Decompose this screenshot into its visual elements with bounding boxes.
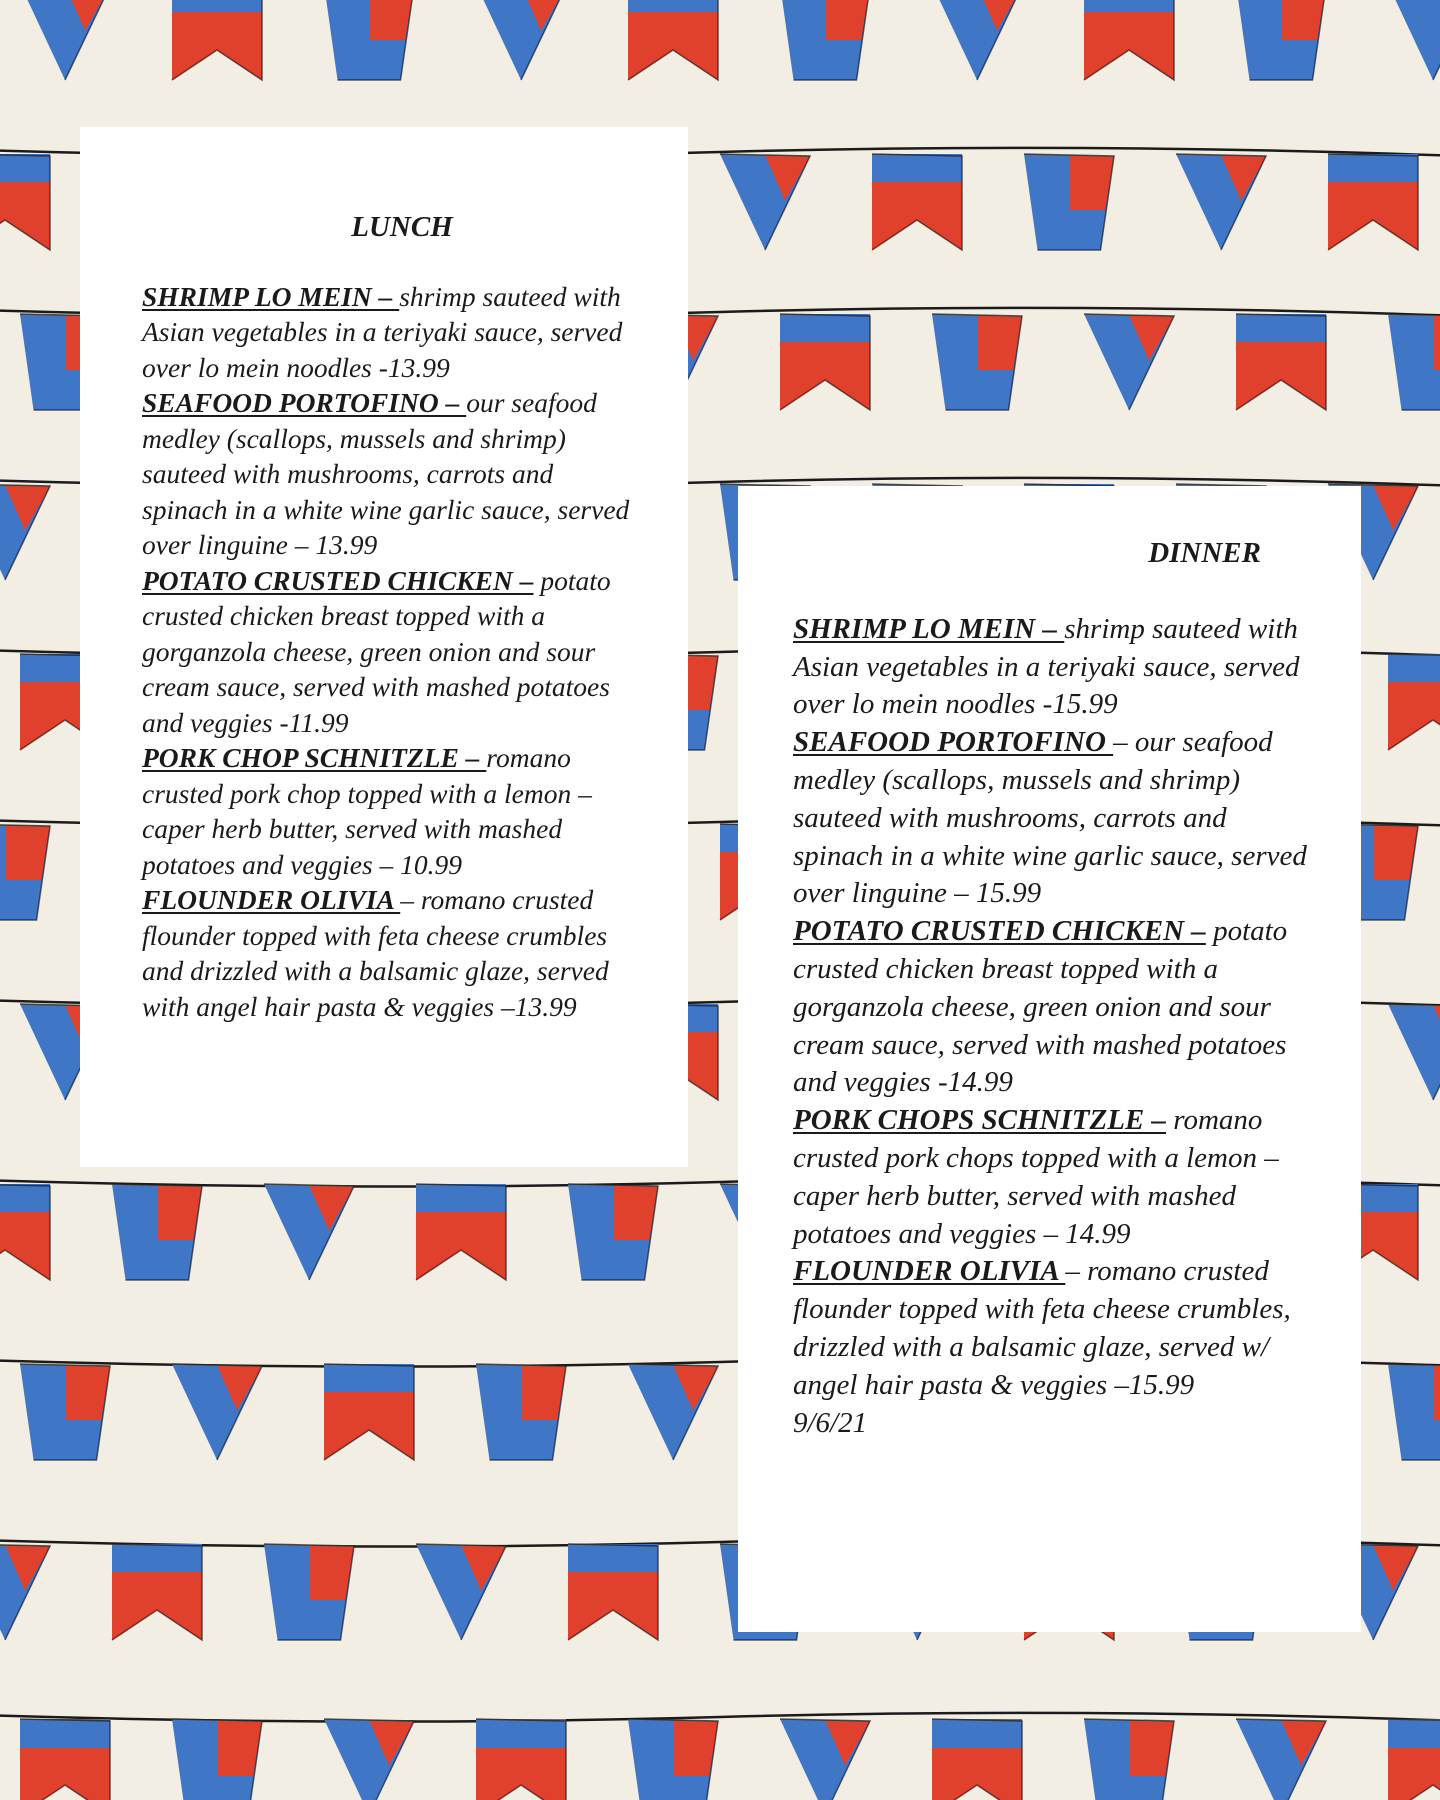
lunch-menu-card [80,127,688,1167]
bunting-flag [872,154,962,250]
lunch-item-name: SEAFOOD PORTOFINO – [142,387,467,419]
bunting-flag [1388,314,1440,410]
bunting-flag [1236,1719,1326,1800]
lunch-heading: LUNCH [351,211,453,243]
bunting-flag [1236,314,1326,410]
dinner-item [793,1102,1321,1253]
lunch-item [142,882,638,1024]
bunting-flag [0,1544,50,1640]
dinner-menu-card [738,486,1361,1632]
lunch-item-description: our seafood medley (scallops, mussels and shrimp) sauteed with mushrooms, carrots and spinach in a white wine garlic sauce, served over linguine – 13.99 [142,387,630,561]
bunting-flag [628,1719,718,1800]
bunting-flag [264,1184,354,1280]
bunting-flag [628,1364,718,1460]
lunch-item-description: romano crusted pork chop topped with a lemon – caper herb butter, served with mashed potatoes and veggies – 10.99 [142,742,592,880]
bunting-flag [0,484,50,580]
bunting-flag [112,1544,202,1640]
dinner-item-description: romano crusted pork chops topped with a lemon – caper herb butter, served with mashed potatoes and veggies – 14.99 [793,1104,1279,1250]
lunch-item [142,385,638,563]
lunch-item-description: shrimp sauteed with Asian vegetables in a teriyaki sauce, served over lo mein noodles -13.99 [142,280,623,383]
bunting-flag [0,1184,50,1280]
bunting-flag [780,0,870,80]
dinner-item-description: – romano crusted flounder topped with feta cheese crumbles, drizzled with a balsamic glaze, served w/ angel hair pasta & veggies –15.99 [793,1255,1291,1401]
bunting-flag [324,1364,414,1460]
lunch-item-name: FLOUNDER OLIVIA [142,884,401,916]
bunting-flag [476,1364,566,1460]
lunch-item [142,279,638,386]
dinner-item-name: FLOUNDER OLIVIA [793,1255,1066,1288]
bunting-flag [172,0,262,80]
dinner-item-name: PORK CHOPS SCHNITZLE – [793,1104,1167,1137]
bunting-flag [628,0,718,80]
bunting-flag [1176,154,1266,250]
bunting-flag [172,1719,262,1800]
bunting-flag [264,1544,354,1640]
bunting-flag [932,314,1022,410]
dinner-item-description: potato crusted chicken breast topped with a gorganzola cheese, green onion and sour cream sauce, served with mashed potatoes and veggies -14.99 [793,915,1288,1099]
lunch-item-description: – romano crusted flounder topped with feta cheese crumbles and drizzled with a balsamic glaze, served with angel hair pasta & veggies –13.99 [142,884,609,1022]
dinner-item-name: SEAFOOD PORTOFINO [793,726,1114,759]
dinner-heading: DINNER [1148,537,1261,569]
dinner-item-description: – our seafood medley (scallops, mussels and shrimp) sauteed with mushrooms, carrots and spinach in a white wine garlic sauce, served over linguine – 15.99 [793,726,1307,910]
bunting-flag [1388,1004,1440,1100]
bunting-flag [1024,154,1114,250]
bunting-flag [568,1184,658,1280]
bunting-flag [416,1544,506,1640]
bunting-flag [1328,154,1418,250]
bunting-flag [324,0,414,80]
dinner-item [793,913,1321,1102]
dinner-item-description: shrimp sauteed with Asian vegetables in a teriyaki sauce, served over lo mein noodles -15.99 [793,612,1300,721]
dinner-items-list [793,611,1321,1405]
bunting-flag [476,0,566,80]
lunch-item-name: SHRIMP LO MEIN – [142,280,400,312]
lunch-item [142,563,638,741]
bunting-flag [720,154,810,250]
dinner-item [793,1253,1321,1404]
bunting-flag [112,1184,202,1280]
bunting-flag [20,0,110,80]
lunch-item-description: potato crusted chicken breast topped with a gorganzola cheese, green onion and sour cream sauce, served with mashed potatoes and veggies -11.99 [142,564,611,738]
bunting-flag [476,1719,566,1800]
menu-date: 9/6/21 [793,1406,868,1439]
bunting-flag [0,154,50,250]
lunch-item [142,740,638,882]
dinner-item [793,611,1321,724]
bunting-flag [780,314,870,410]
bunting-flag [1084,0,1174,80]
bunting-flag [20,1719,110,1800]
dinner-item [793,724,1321,913]
bunting-flag [932,1719,1022,1800]
bunting-flag [1388,0,1440,80]
dinner-item-name: POTATO CRUSTED CHICKEN – [793,915,1206,948]
bunting-flag [568,1544,658,1640]
bunting-flag [172,1364,262,1460]
bunting-flag [1388,654,1440,750]
bunting-flag [324,1719,414,1800]
bunting-flag [1388,1719,1440,1800]
lunch-item-name: PORK CHOP SCHNITZLE – [142,742,487,774]
bunting-flag [1084,314,1174,410]
lunch-items-list [142,279,638,1025]
bunting-flag [780,1719,870,1800]
lunch-item-name: POTATO CRUSTED CHICKEN – [142,564,534,596]
bunting-flag [20,1364,110,1460]
bunting-flag [932,0,1022,80]
bunting-flag [1388,1364,1440,1460]
bunting-flag [416,1184,506,1280]
bunting-flag [1236,0,1326,80]
bunting-flag [0,824,50,920]
dinner-item-name: SHRIMP LO MEIN – [793,612,1065,645]
bunting-flag [1084,1719,1174,1800]
